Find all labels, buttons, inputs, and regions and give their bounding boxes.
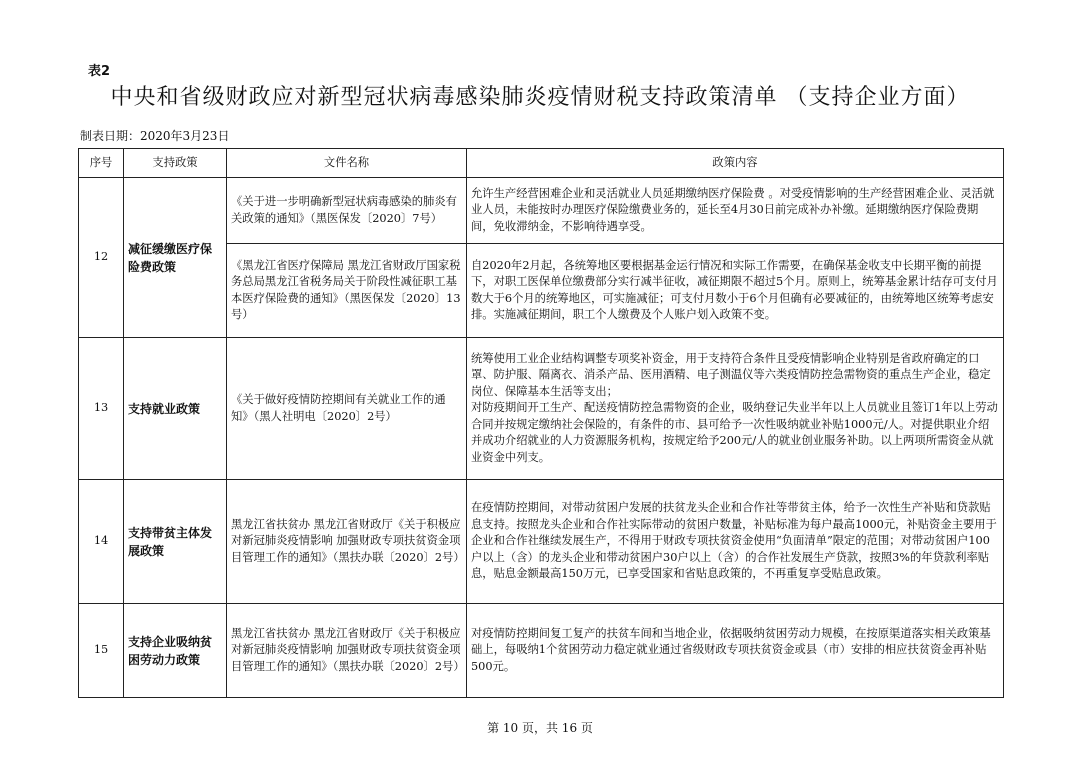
row-content: 在疫情防控期间，对带动贫困户发展的扶贫龙头企业和合作社等带贫主体，给予一次性生产补贴和贷款贴息支持。按照龙头企业和合作社实际带动的贫困户数量，补贴标准为每户最高1000元，补贴资金主要用于企业和合作社继续发展生产，不得用于财政专项扶贫资金使用“负面清单”限定的范围；对带动贫困户100户以上（含）的龙头企业和带动贫困户30户以上（含）的合作社发展生产贷款，按照3%的年贷款利率贴息，贴息金额最高150万元，已享受国家和省贴息政策的，不再重复享受贴息政策。 (467, 480, 1004, 604)
row-file: 《关于进一步明确新型冠状病毒感染的肺炎有关政策的通知》（黑医保发〔2020〕7号） (227, 178, 467, 244)
policy-table (78, 148, 1004, 698)
header-content: 政策内容 (467, 149, 1004, 178)
row-policy: 支持带贫主体发展政策 (124, 480, 227, 604)
table-row (79, 480, 1004, 604)
row-file: 《黑龙江省医疗保障局 黑龙江省财政厅国家税务总局黑龙江省税务局关于阶段性减征职工基本医疗保险费的通知》（黑医保发〔2020〕13号） (227, 244, 467, 338)
row-policy: 支持企业吸纳贫困劳动力政策 (124, 604, 227, 698)
header-num: 序号 (79, 149, 124, 178)
table-row (79, 338, 1004, 480)
row-num: 15 (79, 604, 124, 698)
header-file: 文件名称 (227, 149, 467, 178)
row-num: 12 (79, 178, 124, 338)
row-file: 黑龙江省扶贫办 黑龙江省财政厅《关于积极应对新冠肺炎疫情影响 加强财政专项扶贫资金项目管理工作的通知》（黑扶办联〔2020〕2号） (227, 604, 467, 698)
row-policy: 支持就业政策 (124, 338, 227, 480)
page-title: 中央和省级财政应对新型冠状病毒感染肺炎疫情财税支持政策清单 （支持企业方面） (110, 85, 970, 110)
row-content: 对疫情防控期间复工复产的扶贫车间和当地企业，依据吸纳贫困劳动力规模，在按原渠道落实相关政策基础上，每吸纳1个贫困劳动力稳定就业通过省级财政专项扶贫资金或县（市）安排的相应扶贫资金再补贴500元。 (467, 604, 1004, 698)
page-footer: 第 10 页，共 16 页 (487, 721, 593, 735)
table-label: 表2 (88, 64, 111, 79)
row-policy: 减征缓缴医疗保险费政策 (124, 178, 227, 338)
row-content: 统筹使用工业企业结构调整专项奖补资金，用于支持符合条件且受疫情影响企业特别是省政府确定的口罩、防护服、隔离衣、消杀产品、医用酒精、电子测温仪等六类疫情防控急需物资的重点生产企业，稳定岗位、保障基本生活等支出； 对防疫期间开工生产、配送疫情防控急需物资的企业，吸纳登记失业半年以上人员就业且签订1年以上劳动合同并按规定缴纳社会保险的，有条件的市、县可给予一次性吸纳就业补贴1000元/人。对提供职业介绍并成功介绍就业的人力资源服务机构，按规定给予200元/人的就业创业服务补助。以上两项所需资金从就业资金中列支。 (467, 338, 1004, 480)
row-content: 自2020年2月起，各统筹地区要根据基金运行情况和实际工作需要，在确保基金收支中长期平衡的前提下，对职工医保单位缴费部分实行减半征收，减征期限不超过5个月。原则上，统筹基金累计结存可支付月数大于6个月的统筹地区，可实施减征；可支付月数小于6个月但确有必要减征的，由统筹地区统筹考虑安排。实施减征期间，职工个人缴费及个人账户划入政策不变。 (467, 244, 1004, 338)
row-content: 允许生产经营困难企业和灵活就业人员延期缴纳医疗保险费 。对受疫情影响的生产经营困难企业、灵活就业人员，未能按时办理医疗保险缴费业务的，延长至4月30日前完成补办补缴。延期缴纳医疗保险费期间，免收滞纳金，不影响待遇享受。 (467, 178, 1004, 244)
row-file: 黑龙江省扶贫办 黑龙江省财政厅《关于积极应对新冠肺炎疫情影响 加强财政专项扶贫资金项目管理工作的通知》（黑扶办联〔2020〕2号） (227, 480, 467, 604)
made-date: 制表日期：2020年3月23日 (80, 129, 230, 143)
row-num: 14 (79, 480, 124, 604)
row-num: 13 (79, 338, 124, 480)
header-policy: 支持政策 (124, 149, 227, 178)
table-header-row (79, 149, 1004, 178)
row-file: 《关于做好疫情防控期间有关就业工作的通知》（黑人社明电〔2020〕2号） (227, 338, 467, 480)
table-row (79, 604, 1004, 698)
table-row (79, 178, 1004, 244)
